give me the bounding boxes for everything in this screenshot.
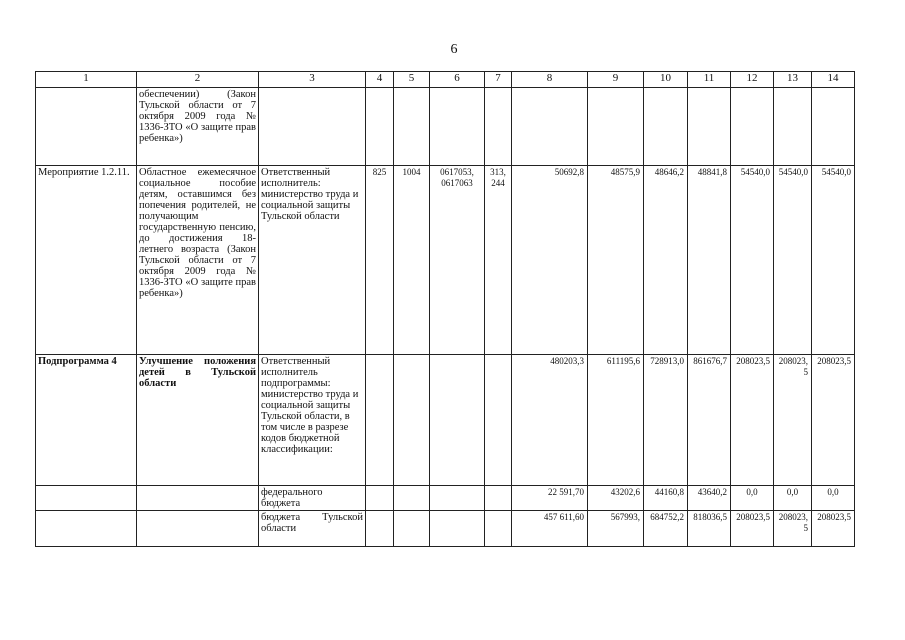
amount-cell: 43202,6 <box>588 486 644 511</box>
subprogram-title-cell: Улучшение положения детей в Тульской области <box>137 355 259 486</box>
amount-cell: 48841,8 <box>688 166 731 355</box>
header-cell: 10 <box>644 72 688 88</box>
cell <box>137 511 259 547</box>
header-cell: 11 <box>688 72 731 88</box>
table-row-federal <box>36 486 855 511</box>
amount-cell: 480203,3 <box>512 355 588 486</box>
header-cell: 4 <box>366 72 394 88</box>
cell <box>366 511 394 547</box>
cell <box>137 486 259 511</box>
expense-type-line: 244 <box>491 178 505 188</box>
amount-cell: 0,0 <box>812 486 855 511</box>
header-cell: 1 <box>36 72 137 88</box>
cell <box>36 486 137 511</box>
cell <box>36 511 137 547</box>
amount-cell: 567993, <box>588 511 644 547</box>
header-cell: 2 <box>137 72 259 88</box>
header-cell: 7 <box>485 72 512 88</box>
cell <box>688 88 731 166</box>
subprogram-id-cell: Подпрограмма 4 <box>36 355 137 486</box>
responsible-cell: Ответственный исполнитель подпрограммы: министерство труда и социальной защиты Тульской области, в том числе в разрезе кодов бюджетной классификации: <box>259 355 366 486</box>
section-code-cell: 1004 <box>394 166 430 355</box>
amount-cell: 22 591,70 <box>512 486 588 511</box>
cell <box>430 88 485 166</box>
cell <box>366 355 394 486</box>
amount-cell: 861676,7 <box>688 355 731 486</box>
target-article-line: 0617053, <box>440 167 474 177</box>
amount-cell: 684752,2 <box>644 511 688 547</box>
cell <box>485 486 512 511</box>
amount-cell: 208023,5 <box>812 355 855 486</box>
grbs-code-cell: 825 <box>366 166 394 355</box>
amount-cell: 54540,0 <box>812 166 855 355</box>
measure-description-cell: Областное ежемесячное социальное пособие детям, оставшимся без попечения родителей, не получающим государственную пенсию, до достижения 18-летнего возраста (Закон Тульской области от 7 октября 2009 года № 1336-ЗТО «О защите прав ребенка») <box>137 166 259 355</box>
header-cell: 13 <box>774 72 812 88</box>
amount-cell: 208023,5 <box>774 511 812 547</box>
cell <box>430 511 485 547</box>
amount-cell: 0,0 <box>731 486 774 511</box>
header-row <box>36 72 855 88</box>
cell <box>774 88 812 166</box>
cell <box>430 355 485 486</box>
cell <box>644 88 688 166</box>
amount-cell: 44160,8 <box>644 486 688 511</box>
cell <box>588 88 644 166</box>
header-cell: 6 <box>430 72 485 88</box>
header-cell: 14 <box>812 72 855 88</box>
amount-cell: 50692,8 <box>512 166 588 355</box>
target-article-cell <box>430 166 485 355</box>
amount-cell: 208023,5 <box>774 355 812 486</box>
amount-cell: 818036,5 <box>688 511 731 547</box>
cell <box>731 88 774 166</box>
cell <box>812 88 855 166</box>
budget-table <box>35 71 855 547</box>
budget-source-cell: федерального бюджета <box>259 486 366 511</box>
header-cell: 12 <box>731 72 774 88</box>
target-article-line: 0617063 <box>441 178 473 188</box>
cell <box>485 88 512 166</box>
table-row-continuation <box>36 88 855 166</box>
table-row-regional <box>36 511 855 547</box>
expense-type-cell <box>485 166 512 355</box>
cell <box>394 511 430 547</box>
cell <box>485 355 512 486</box>
amount-cell: 457 611,60 <box>512 511 588 547</box>
amount-cell: 48575,9 <box>588 166 644 355</box>
header-cell: 3 <box>259 72 366 88</box>
expense-type-line: 313, <box>490 167 506 177</box>
amount-cell: 54540,0 <box>774 166 812 355</box>
amount-cell: 48646,2 <box>644 166 688 355</box>
cell <box>259 88 366 166</box>
header-cell: 5 <box>394 72 430 88</box>
cell <box>485 511 512 547</box>
table-row-subprogram <box>36 355 855 486</box>
cell <box>512 88 588 166</box>
amount-cell: 208023,5 <box>731 511 774 547</box>
responsible-cell: Ответственный исполнитель: министерство труда и социальной защиты Тульской области <box>259 166 366 355</box>
cell <box>394 355 430 486</box>
cell <box>36 88 137 166</box>
amount-cell: 611195,6 <box>588 355 644 486</box>
cell <box>366 486 394 511</box>
table-row-measure <box>36 166 855 355</box>
header-cell: 9 <box>588 72 644 88</box>
amount-cell: 54540,0 <box>731 166 774 355</box>
measure-id-cell: Мероприятие 1.2.11. <box>36 166 137 355</box>
cell <box>366 88 394 166</box>
amount-cell: 728913,0 <box>644 355 688 486</box>
measure-description-cell: обеспечении) (Закон Тульской области от 7 октября 2009 года № 1336-ЗТО «О защите прав ребенка») <box>137 88 259 166</box>
cell <box>394 486 430 511</box>
header-cell: 8 <box>512 72 588 88</box>
cell <box>430 486 485 511</box>
cell <box>394 88 430 166</box>
amount-cell: 208023,5 <box>812 511 855 547</box>
amount-cell: 0,0 <box>774 486 812 511</box>
amount-cell: 43640,2 <box>688 486 731 511</box>
page-number: 6 <box>450 42 458 57</box>
budget-source-cell: бюджета Тульской области <box>259 511 366 547</box>
amount-cell: 208023,5 <box>731 355 774 486</box>
